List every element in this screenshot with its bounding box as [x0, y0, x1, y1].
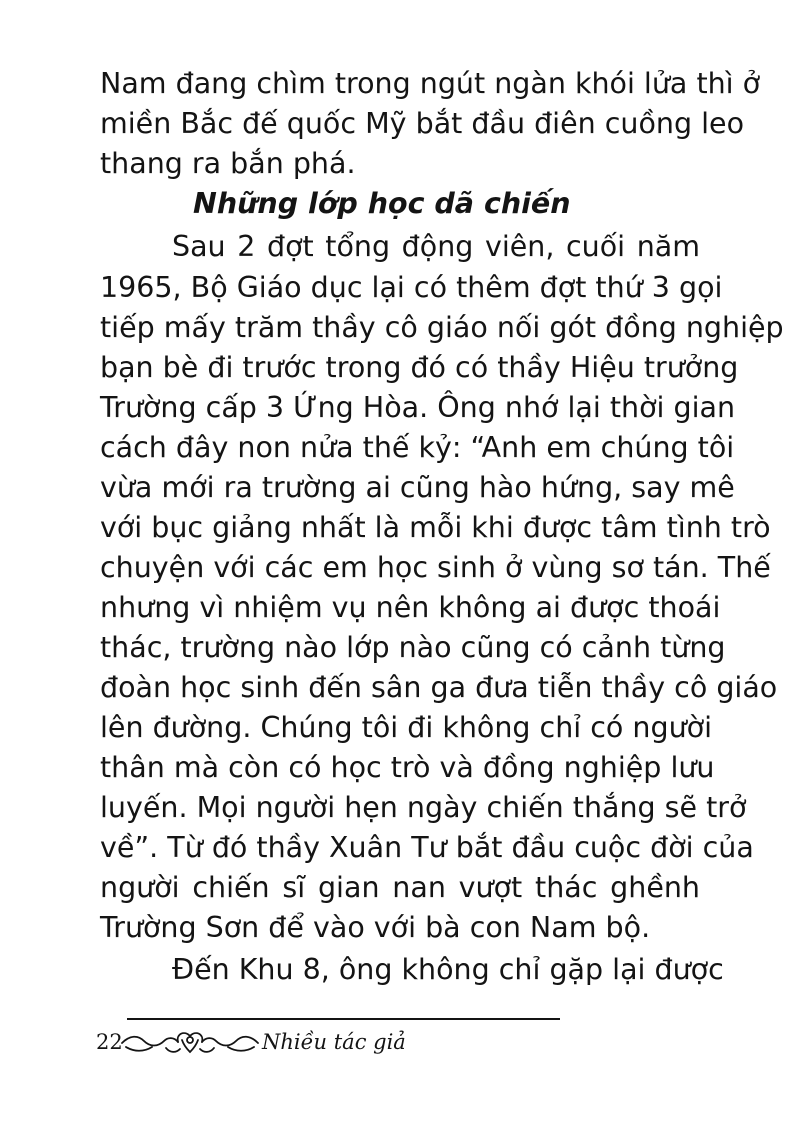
- paragraph-line-15: luyến. Mọi người hẹn ngày chiến thắng sẽ trở: [100, 791, 747, 824]
- paragraph-line-2: 1965, Bộ Giáo dục lại có thêm đợt thứ 3 gọi: [100, 271, 723, 304]
- intro-line-1: Nam đang chìm trong ngút ngàn khói lửa thì ở: [100, 67, 761, 100]
- paragraph-line-17: người chiến sĩ gian nan vượt thác ghềnh: [100, 871, 700, 904]
- paragraph-line-6: cách đây non nửa thế kỷ: “Anh em chúng tôi: [100, 431, 735, 464]
- page-number: 22: [96, 1030, 123, 1054]
- paragraph-line-13: lên đường. Chúng tôi đi không chỉ có người: [100, 711, 712, 744]
- paragraph-line-5: Trường cấp 3 Ứng Hòa. Ông nhớ lại thời gian: [100, 391, 736, 424]
- next-paragraph-line: Đến Khu 8, ông không chỉ gặp lại được: [172, 953, 724, 986]
- paragraph-line-14: thân mà còn có học trò và đồng nghiệp lưu: [100, 751, 715, 784]
- paragraph-line-10: nhưng vì nhiệm vụ nên không ai được thoái: [100, 591, 721, 624]
- paragraph-line-16: về”. Từ đó thầy Xuân Tư bắt đầu cuộc đời của: [100, 831, 754, 864]
- footer-rule: [127, 1018, 560, 1020]
- book-title: Nhiều tác giả: [262, 1030, 406, 1054]
- paragraph-line-3: tiếp mấy trăm thầy cô giáo nối gót đồng nghiệp: [100, 311, 784, 344]
- paragraph-line-18: Trường Sơn để vào với bà con Nam bộ.: [100, 911, 651, 944]
- paragraph-line-4: bạn bè đi trước trong đó có thầy Hiệu trưởng: [100, 351, 739, 384]
- intro-line-3: thang ra bắn phá.: [100, 147, 356, 180]
- intro-line-2: miền Bắc đế quốc Mỹ bắt đầu điên cuồng leo: [100, 107, 745, 140]
- section-heading: Những lớp học dã chiến: [193, 187, 571, 220]
- paragraph-line-12: đoàn học sinh đến sân ga đưa tiễn thầy cô giáo: [100, 671, 778, 704]
- paragraph-line-8: với bục giảng nhất là mỗi khi được tâm tình trò: [100, 511, 771, 544]
- scroll-flourish-icon: [120, 1026, 260, 1060]
- paragraph-line-1: Sau 2 đợt tổng động viên, cuối năm: [172, 230, 700, 263]
- paragraph-line-11: thác, trường nào lớp nào cũng có cảnh từng: [100, 631, 726, 664]
- paragraph-line-9: chuyện với các em học sinh ở vùng sơ tán. Thế: [100, 551, 771, 584]
- paragraph-line-7: vừa mới ra trường ai cũng hào hứng, say mê: [100, 471, 735, 504]
